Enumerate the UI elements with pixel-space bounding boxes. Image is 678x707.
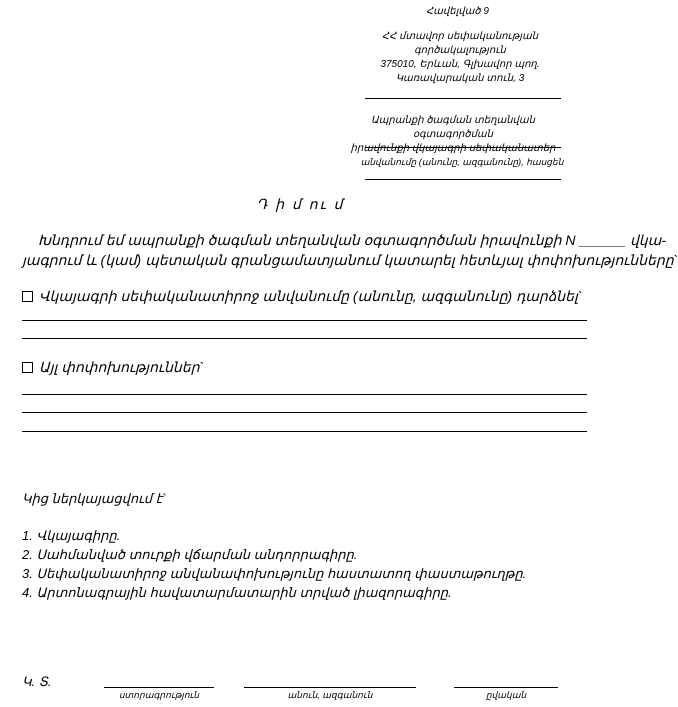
other-changes-checkbox[interactable] — [22, 362, 33, 373]
request-line-2: յագրում և (կամ) պետական գրանցամատյանում կատարել հետևյալ փոփոխությունները` — [22, 252, 678, 268]
attachments-heading: Կից ներկայացվում է` — [22, 491, 167, 506]
attachment-item: 1. Վկայագիրը. — [22, 528, 121, 543]
document-title: Դ ի մ ու մ — [256, 196, 345, 212]
name-caption: անուն, ազգանուն — [287, 690, 373, 700]
other-changes-line-2[interactable] — [22, 412, 587, 413]
date-caption: ըվական — [485, 690, 527, 700]
applicant-address-line — [365, 179, 561, 180]
other-changes-line-3[interactable] — [22, 431, 587, 432]
attachments-list — [22, 526, 526, 602]
option-owner-name-label: Վկայագրի սեփականատիրոջ անվանումը (անունը, ազգանունը) դարձնել` — [39, 288, 583, 304]
appendix-label: Հավելված 9 — [426, 6, 489, 17]
recipient-line-2: գործակալություն — [414, 45, 506, 56]
attachment-item: 3. Սեփականատիրոջ անվանափոխությունը հաստատող փաստաթուղթը. — [22, 566, 527, 581]
date-line[interactable] — [454, 687, 558, 688]
signature-line[interactable] — [104, 687, 214, 688]
attachment-item: 2. Սահմանված տուրքի վճարման անդորրագիրը. — [22, 547, 358, 562]
owner-name-line-2[interactable] — [22, 338, 587, 339]
recipient-divider — [365, 98, 561, 99]
option-other-changes[interactable] — [22, 357, 204, 377]
applicant-block — [335, 114, 571, 156]
name-line[interactable] — [244, 687, 416, 688]
applicant-caption: անվանումը (անունը, ազգանունը), հասցեն — [360, 157, 564, 167]
recipient-address — [355, 30, 565, 86]
option-owner-name[interactable] — [22, 286, 583, 306]
recipient-line-4: Կառավարական տուն, 3 — [395, 73, 525, 84]
applicant-line-2: իրավունքի վկայագրի սեփականատեր — [350, 143, 556, 154]
recipient-line-3: 375010, Երևան, Գլխավոր պող. — [380, 59, 540, 70]
applicant-line-1: Ապրանքի ծագման տեղանվան օգտագործման — [371, 115, 535, 140]
seal-label: Կ. Տ. — [22, 674, 52, 689]
signature-caption: ստորագրություն — [118, 690, 200, 700]
owner-name-line-1[interactable] — [22, 320, 587, 321]
owner-name-checkbox[interactable] — [22, 291, 33, 302]
other-changes-line-1[interactable] — [22, 394, 587, 395]
recipient-line-1: ՀՀ մտավոր սեփականության — [381, 31, 539, 42]
attachment-item: 4. Արտոնագրային հավատարմատարին տրված լիազորագիրը. — [22, 585, 452, 600]
applicant-name-line — [365, 147, 561, 148]
request-line-1: Խնդրում եմ ապրանքի ծագման տեղանվան օգտագործման իրավունքի N ______ վկա- — [38, 232, 666, 248]
option-other-changes-label: Այլ փոփոխություններ` — [39, 359, 205, 375]
request-text — [22, 230, 678, 270]
